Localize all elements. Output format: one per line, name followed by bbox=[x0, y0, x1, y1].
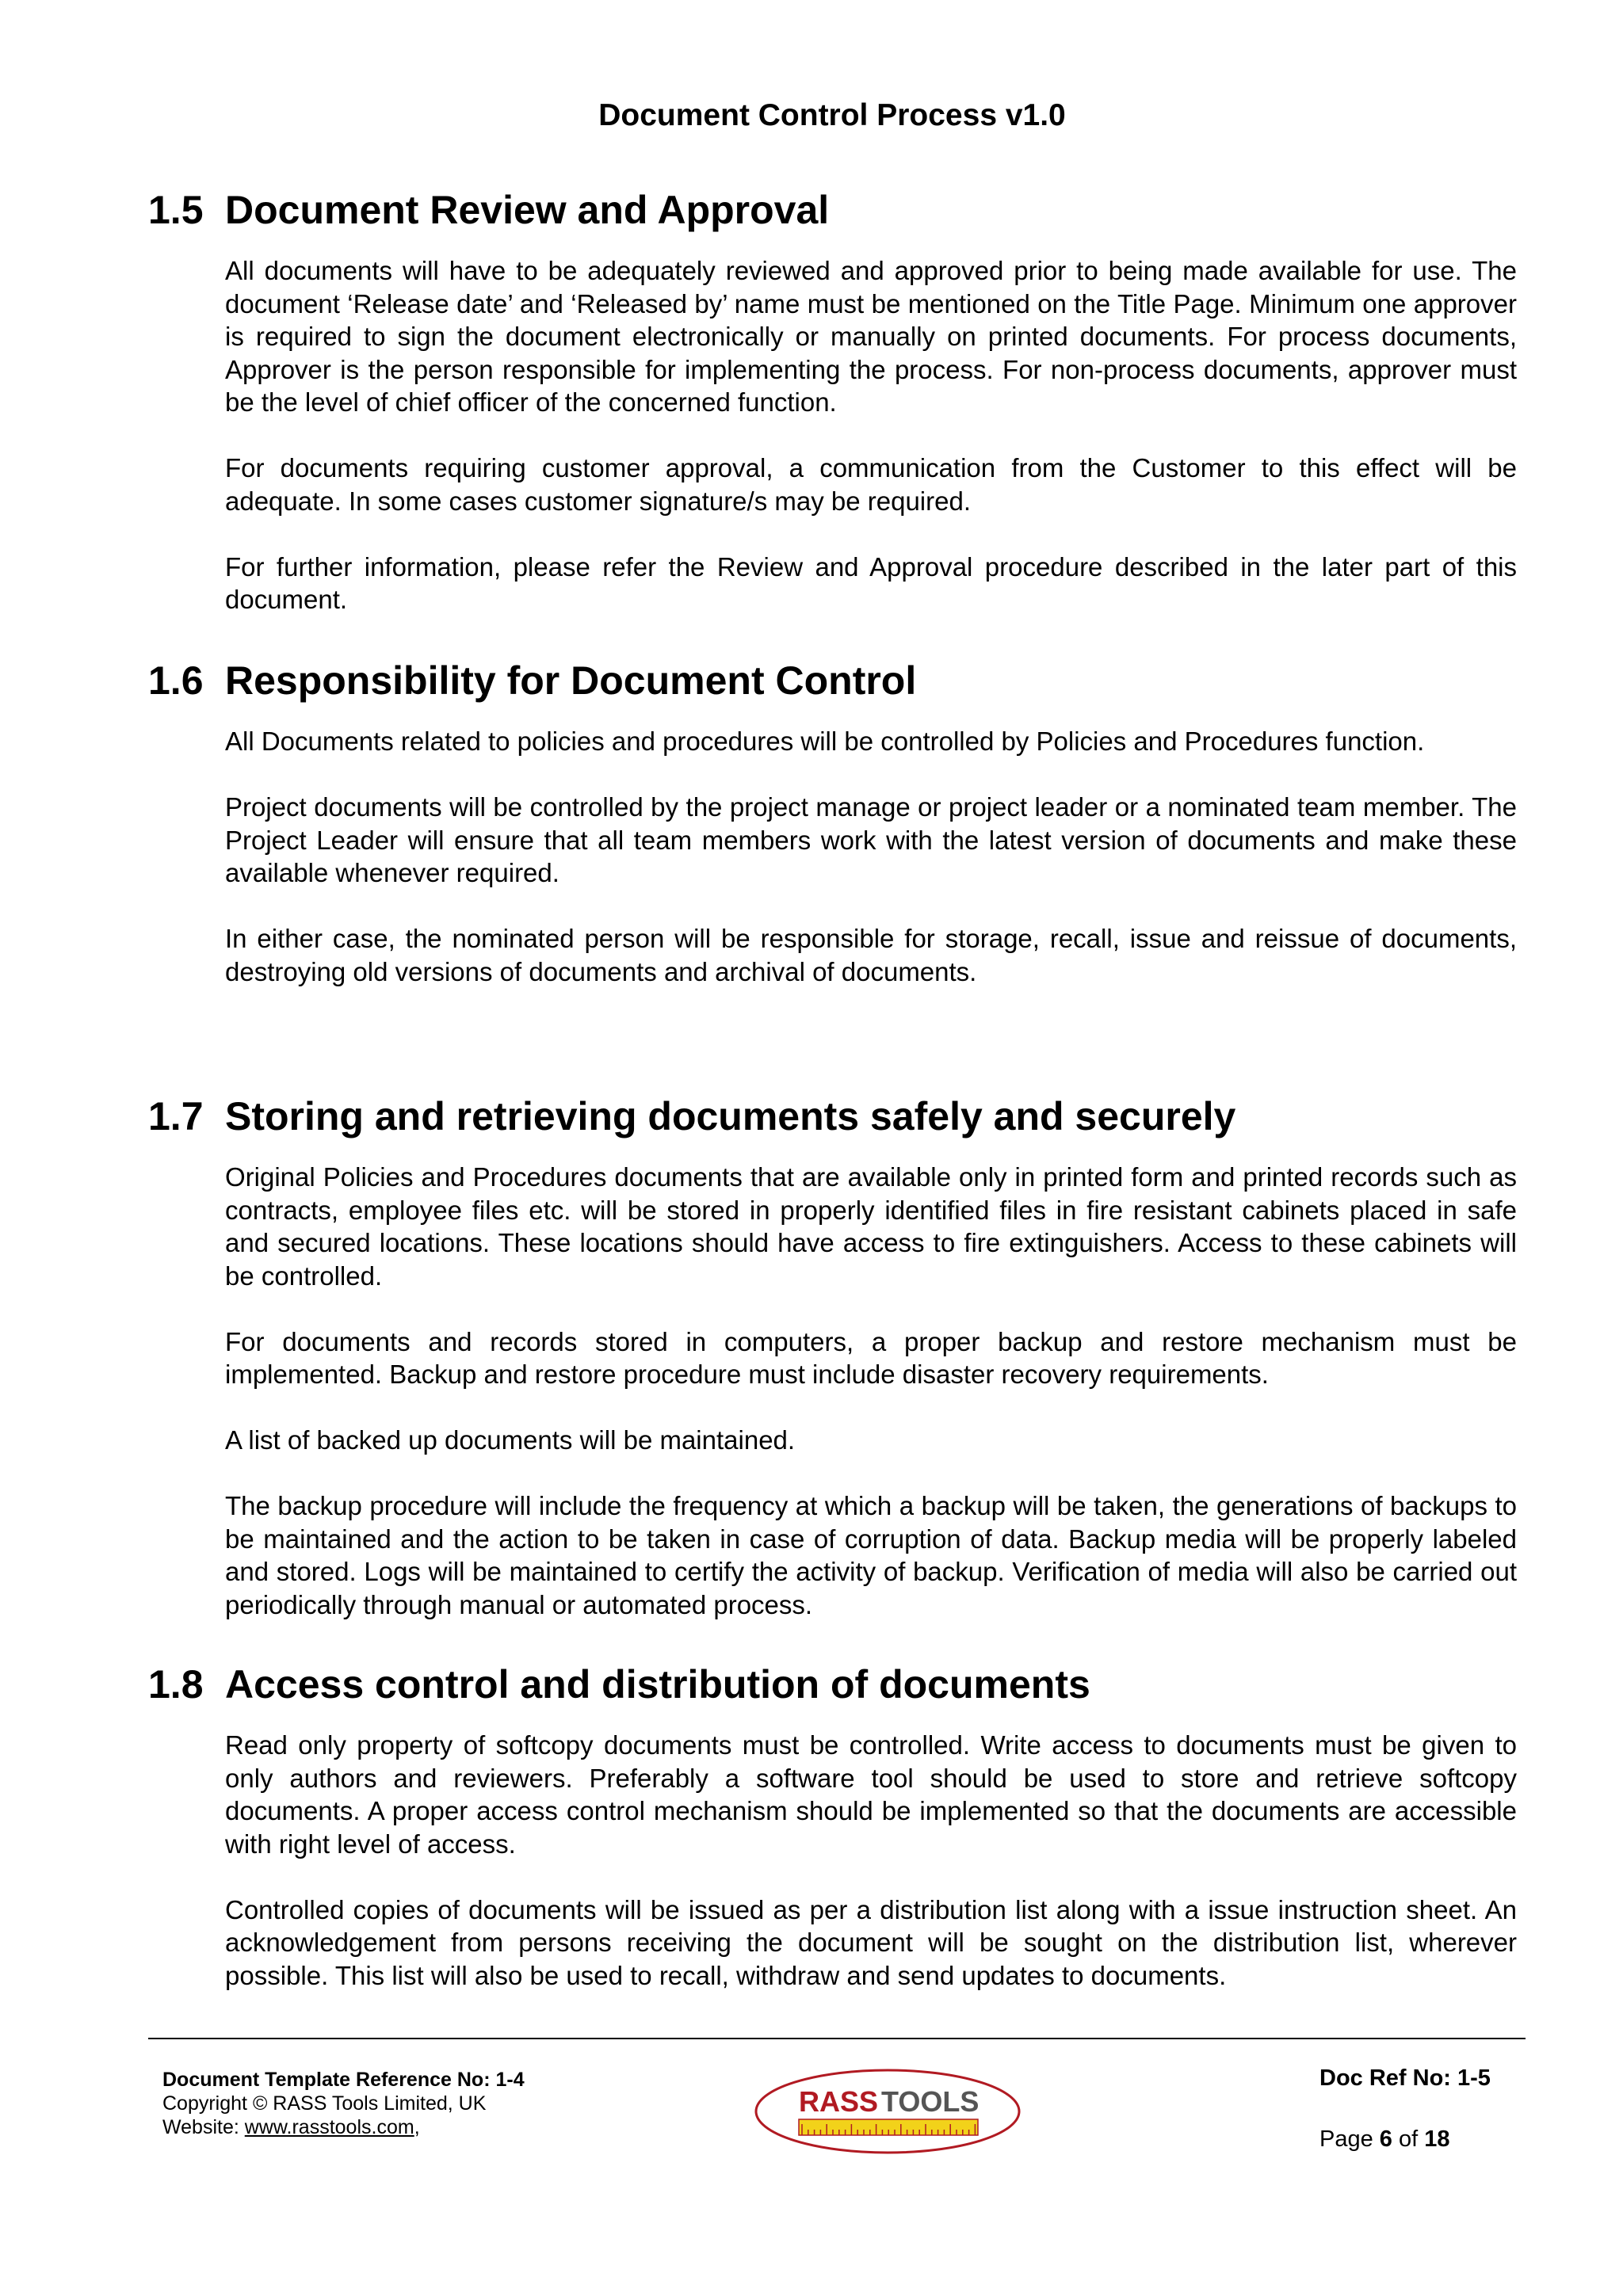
footer-left bbox=[162, 2068, 525, 2139]
logo-text-rass: RASS bbox=[799, 2085, 879, 2118]
section-number: 1.8 bbox=[148, 1662, 204, 1707]
paragraph: Read only property of softcopy documents must be controlled. Write access to documents must be given to only authors and reviewers. Preferably a software tool should be used to store and retrieve softcopy documents. A proper access control mechanism should be implemented so that the documents are accessible with right level of access. bbox=[225, 1730, 1517, 1859]
section-number: 1.6 bbox=[148, 658, 204, 703]
doc-ref: Doc Ref No: 1-5 bbox=[1319, 2065, 1491, 2091]
section-title: Document Review and Approval bbox=[225, 188, 830, 232]
page-current: 6 bbox=[1379, 2126, 1392, 2152]
section-title: Storing and retrieving documents safely and securely bbox=[225, 1094, 1236, 1138]
copyright: Copyright © RASS Tools Limited, UK bbox=[162, 2092, 487, 2115]
section-number: 1.5 bbox=[148, 188, 204, 232]
website-suffix: , bbox=[414, 2116, 420, 2138]
section-number: 1.7 bbox=[148, 1094, 204, 1138]
section-heading bbox=[148, 1093, 1519, 1139]
website-label: Website: bbox=[162, 2116, 245, 2138]
section-1-6 bbox=[148, 658, 1519, 988]
section-1-7 bbox=[148, 1093, 1519, 1621]
page-of: of bbox=[1399, 2126, 1419, 2152]
paragraph: A list of backed up documents will be maintained. bbox=[225, 1425, 796, 1455]
section-heading bbox=[148, 658, 1519, 704]
rass-tools-logo bbox=[753, 2067, 1022, 2156]
paragraph: For documents requiring customer approval, a communication from the Customer to this effect will be adequate. In some cases customer signature/s may be required. bbox=[225, 453, 1517, 516]
section-1-8 bbox=[148, 1661, 1519, 1992]
website bbox=[162, 2115, 525, 2139]
section-1-5 bbox=[148, 187, 1519, 616]
paragraph: Original Policies and Procedures documents that are available only in printed form and printed records such as contracts, employee files etc. will be stored in properly identified files in fire resistant cabinets placed in safe and secured locations. These locations should have access to fire extinguishers. Access to these cabinets will be controlled. bbox=[225, 1162, 1517, 1291]
paragraph: All Documents related to policies and procedures will be controlled by Policies and Procedures function. bbox=[225, 727, 1425, 756]
paragraph: In either case, the nominated person will be responsible for storage, recall, issue and reissue of documents, destroying old versions of documents and archival of documents. bbox=[225, 924, 1517, 986]
section-heading bbox=[148, 187, 1519, 233]
section-title: Access control and distribution of documents bbox=[225, 1662, 1090, 1707]
section-title: Responsibility for Document Control bbox=[225, 658, 917, 703]
page-label: Page bbox=[1319, 2126, 1373, 2152]
section-body bbox=[225, 1161, 1517, 1621]
section-body bbox=[225, 725, 1517, 988]
footer-right bbox=[1319, 2065, 1491, 2153]
logo-text-tools: TOOLS bbox=[881, 2085, 980, 2118]
paragraph: For documents and records stored in computers, a proper backup and restore mechanism must be implemented. Backup and restore procedure must include disaster recovery requirements. bbox=[225, 1326, 1517, 1389]
page-total: 18 bbox=[1424, 2126, 1450, 2152]
section-body bbox=[225, 254, 1517, 616]
template-reference: Document Template Reference No: 1-4 bbox=[162, 2069, 525, 2091]
footer-divider bbox=[148, 2038, 1526, 2039]
document-title: Document Control Process v1.0 bbox=[598, 98, 1066, 132]
paragraph: For further information, please refer the Review and Approval procedure described in the later part of this document. bbox=[225, 551, 1517, 614]
section-heading bbox=[148, 1661, 1519, 1707]
paragraph: All documents will have to be adequately reviewed and approved prior to being made available for use. The document ‘Release date’ and ‘Released by’ name must be mentioned on the Title Page. Minimum one approver is required to sign the document electronically or manually on printed documents. For process documents, Approver is the person responsible for implementing the process. For non-process documents, approver must be the level of chief officer of the concerned function. bbox=[225, 256, 1517, 417]
section-body bbox=[225, 1729, 1517, 1992]
website-link[interactable]: www.rasstools.com bbox=[244, 2116, 414, 2138]
paragraph: Project documents will be controlled by the project manage or project leader or a nominated team member. The Project Leader will ensure that all team members work with the latest version of documents and make these available whenever required. bbox=[225, 792, 1517, 887]
paragraph: Controlled copies of documents will be issued as per a distribution list along with a issue instruction sheet. An acknowledgement from persons receiving the document will be sought on the distribution list, wherever possible. This list will also be used to recall, withdraw and send updates to documents. bbox=[225, 1894, 1517, 1990]
paragraph: The backup procedure will include the frequency at which a backup will be taken, the generations of backups to be maintained and the action to be taken in case of corruption of data. Backup media will be properly labeled and stored. Logs will be maintained to certify the activity of backup. Verification of media will also be carried out periodically through manual or automated process. bbox=[225, 1491, 1517, 1619]
page-number bbox=[1319, 2126, 1491, 2153]
